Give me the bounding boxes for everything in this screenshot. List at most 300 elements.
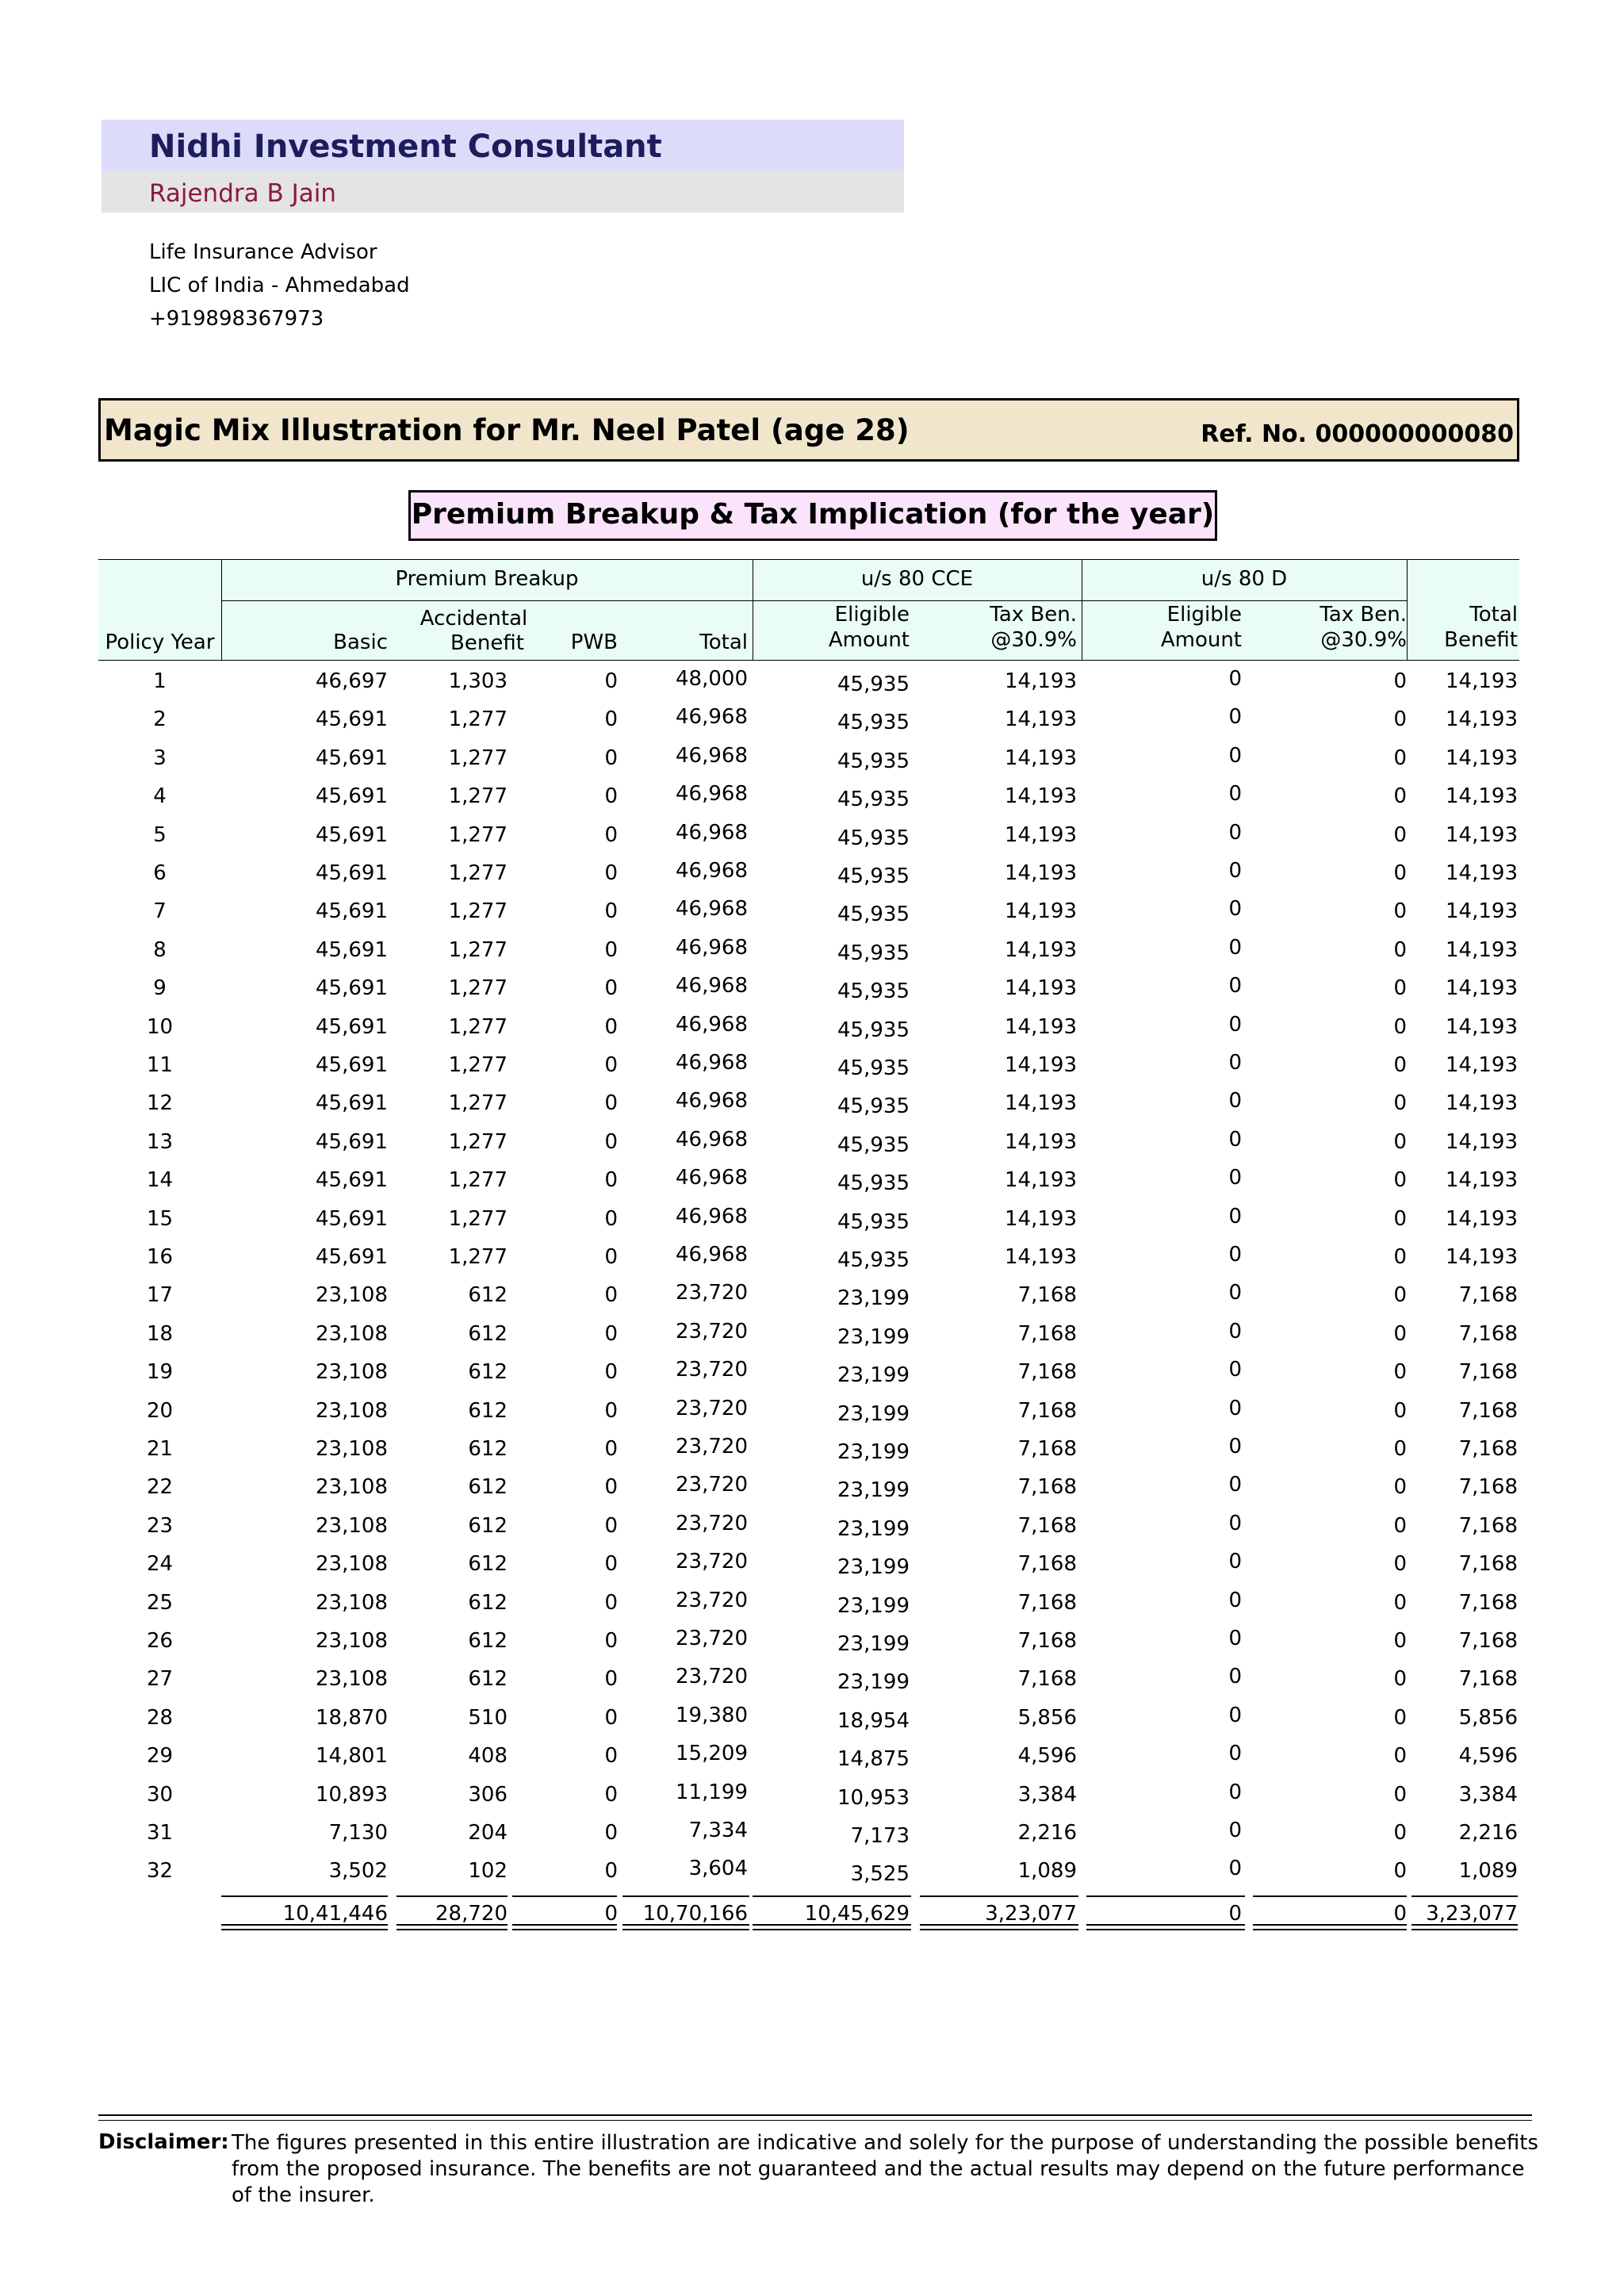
table-cell: 0 bbox=[1228, 1780, 1242, 1804]
table-cell: 14,193 bbox=[1446, 1053, 1518, 1077]
table-cell: 7,168 bbox=[1458, 1437, 1518, 1461]
illustration-title: Magic Mix Illustration for Mr. Neel Patel (age 28) bbox=[104, 413, 910, 447]
table-cell: 14,193 bbox=[1005, 746, 1077, 770]
table-cell: 23,199 bbox=[837, 1401, 910, 1426]
total-cell: 0 bbox=[1393, 1902, 1407, 1926]
table-cell: 3,502 bbox=[328, 1859, 388, 1884]
table-cell: 32 bbox=[146, 1859, 174, 1884]
table-cell: 25 bbox=[146, 1590, 174, 1615]
total-double-rule bbox=[920, 1929, 1078, 1930]
table-cell: 45,935 bbox=[837, 1248, 910, 1272]
table-cell: 7,168 bbox=[1458, 1398, 1518, 1423]
table-cell: 45,691 bbox=[316, 937, 388, 962]
table-cell: 14,193 bbox=[1005, 1206, 1077, 1231]
total-double-rule bbox=[1253, 1929, 1407, 1930]
table-cell: 14,193 bbox=[1005, 976, 1077, 1001]
table-cell: 46,968 bbox=[676, 1051, 748, 1075]
table-cell: 1,277 bbox=[448, 822, 508, 847]
table-cell: 7,168 bbox=[1017, 1667, 1077, 1692]
table-cell: 46,968 bbox=[676, 935, 748, 960]
sum-rule bbox=[396, 1895, 508, 1897]
col-accidental-line1: Accidental bbox=[419, 607, 528, 631]
table-cell: 23,199 bbox=[837, 1286, 910, 1311]
table-cell: 0 bbox=[604, 1475, 618, 1500]
table-cell: 1,277 bbox=[448, 861, 508, 885]
table-cell: 23,108 bbox=[316, 1590, 388, 1615]
table-cell: 12 bbox=[146, 1091, 174, 1116]
table-cell: 19,380 bbox=[676, 1703, 748, 1727]
table-cell: 0 bbox=[604, 669, 618, 693]
table-cell: 1 bbox=[153, 669, 167, 693]
table-cell: 0 bbox=[604, 746, 618, 770]
table-cell: 14,193 bbox=[1446, 784, 1518, 809]
table-cell: 14,193 bbox=[1446, 669, 1518, 693]
table-cell: 24 bbox=[146, 1552, 174, 1577]
table-cell: 0 bbox=[604, 1360, 618, 1385]
table-cell: 46,968 bbox=[676, 1166, 748, 1190]
sum-rule bbox=[512, 1895, 617, 1897]
table-cell: 15,209 bbox=[676, 1742, 748, 1766]
table-cell: 14,875 bbox=[837, 1747, 910, 1772]
total-cell: 0 bbox=[1228, 1902, 1242, 1926]
col-total-benefit-line2: Benefit bbox=[1444, 628, 1518, 652]
col-taxben-line2: @30.9% bbox=[990, 628, 1077, 652]
table-cell: 14,193 bbox=[1005, 1014, 1077, 1039]
table-cell: 0 bbox=[1228, 1473, 1242, 1497]
table-cell: 3,604 bbox=[688, 1857, 748, 1881]
total-cell: 10,41,446 bbox=[282, 1902, 388, 1926]
table-cell: 1,277 bbox=[448, 1206, 508, 1231]
table-cell: 23,199 bbox=[837, 1555, 910, 1580]
table-cell: 0 bbox=[1228, 1243, 1242, 1267]
table-cell: 0 bbox=[1228, 897, 1242, 922]
table-cell: 1,277 bbox=[448, 1245, 508, 1269]
sum-rule bbox=[1253, 1895, 1407, 1897]
header-bottom-rule bbox=[98, 660, 1519, 661]
table-cell: 0 bbox=[1228, 1281, 1242, 1305]
table-cell: 23,108 bbox=[316, 1360, 388, 1385]
table-cell: 7,130 bbox=[328, 1821, 388, 1845]
table-cell: 14,193 bbox=[1005, 669, 1077, 693]
table-cell: 0 bbox=[1228, 743, 1242, 768]
table-cell: 0 bbox=[604, 861, 618, 885]
table-cell: 23,720 bbox=[676, 1281, 748, 1305]
table-cell: 0 bbox=[604, 1398, 618, 1423]
col-total: Total bbox=[699, 631, 748, 654]
table-cell: 46,968 bbox=[676, 743, 748, 768]
table-cell: 23,199 bbox=[837, 1516, 910, 1541]
table-cell: 102 bbox=[468, 1859, 508, 1884]
table-cell: 0 bbox=[604, 707, 618, 732]
table-cell: 48,000 bbox=[676, 667, 748, 691]
table-cell: 0 bbox=[604, 1437, 618, 1461]
group-80cce: u/s 80 CCE bbox=[860, 567, 974, 591]
col-eligible-line2: Amount bbox=[828, 628, 910, 652]
table-cell: 14,193 bbox=[1446, 937, 1518, 962]
table-cell: 46,968 bbox=[676, 1089, 748, 1114]
table-cell: 23,720 bbox=[676, 1665, 748, 1689]
table-cell: 0 bbox=[1393, 1859, 1407, 1884]
disclaimer-label: Disclaimer: bbox=[98, 2130, 229, 2154]
table-cell: 7,168 bbox=[1458, 1667, 1518, 1692]
table-cell: 0 bbox=[1228, 1012, 1242, 1037]
table-cell: 0 bbox=[1393, 1744, 1407, 1769]
table-cell: 23,108 bbox=[316, 1437, 388, 1461]
table-cell: 13 bbox=[146, 1129, 174, 1154]
table-cell: 1,277 bbox=[448, 784, 508, 809]
table-cell: 7,168 bbox=[1017, 1437, 1077, 1461]
table-cell: 45,935 bbox=[837, 864, 910, 888]
table-cell: 23,720 bbox=[676, 1588, 748, 1612]
table-cell: 45,691 bbox=[316, 1206, 388, 1231]
table-cell: 0 bbox=[1228, 1127, 1242, 1152]
table-cell: 45,691 bbox=[316, 1168, 388, 1193]
table-cell: 0 bbox=[1228, 1742, 1242, 1766]
table-cell: 0 bbox=[1393, 1091, 1407, 1116]
table-cell: 0 bbox=[1393, 707, 1407, 732]
table-cell: 0 bbox=[1228, 1358, 1242, 1382]
table-cell: 7,168 bbox=[1458, 1629, 1518, 1653]
table-cell: 612 bbox=[468, 1667, 508, 1692]
total-double-rule bbox=[753, 1929, 911, 1930]
col-eligible-d-line1: Eligible bbox=[1166, 603, 1242, 627]
table-cell: 4 bbox=[153, 784, 167, 809]
table-cell: 23,108 bbox=[316, 1513, 388, 1538]
table-cell: 1,277 bbox=[448, 976, 508, 1001]
table-cell: 0 bbox=[604, 1091, 618, 1116]
table-cell: 0 bbox=[1393, 1245, 1407, 1269]
table-cell: 6 bbox=[153, 861, 167, 885]
table-cell: 28 bbox=[146, 1705, 174, 1730]
table-cell: 14 bbox=[146, 1168, 174, 1193]
total-double-rule bbox=[512, 1929, 617, 1930]
table-cell: 27 bbox=[146, 1667, 174, 1692]
sum-rule bbox=[753, 1895, 911, 1897]
table-cell: 0 bbox=[1228, 1435, 1242, 1458]
sum-rule bbox=[622, 1895, 749, 1897]
table-cell: 1,277 bbox=[448, 1053, 508, 1077]
table-cell: 0 bbox=[1393, 937, 1407, 962]
table-cell: 45,691 bbox=[316, 861, 388, 885]
table-cell: 0 bbox=[1393, 1053, 1407, 1077]
table-cell: 0 bbox=[1228, 935, 1242, 960]
table-cell: 45,935 bbox=[837, 1133, 910, 1157]
table-cell: 45,935 bbox=[837, 711, 910, 735]
table-cell: 1,089 bbox=[1458, 1859, 1518, 1884]
table-cell: 46,968 bbox=[676, 820, 748, 845]
table-cell: 4,596 bbox=[1458, 1744, 1518, 1769]
table-cell: 23,720 bbox=[676, 1550, 748, 1574]
table-cell: 5 bbox=[153, 822, 167, 847]
col-taxben-d-line2: @30.9% bbox=[1320, 628, 1407, 652]
table-cell: 14,193 bbox=[1005, 1129, 1077, 1154]
table-cell: 14,193 bbox=[1446, 1168, 1518, 1193]
table-cell: 0 bbox=[1228, 782, 1242, 807]
table-cell: 1,277 bbox=[448, 1091, 508, 1116]
table-cell: 23,720 bbox=[676, 1358, 748, 1382]
table-cell: 0 bbox=[604, 1667, 618, 1692]
table-cell: 612 bbox=[468, 1590, 508, 1615]
table-cell: 14,193 bbox=[1005, 937, 1077, 962]
table-cell: 14,801 bbox=[316, 1744, 388, 1769]
table-cell: 0 bbox=[604, 899, 618, 924]
table-cell: 0 bbox=[1228, 1857, 1242, 1881]
table-cell: 0 bbox=[1393, 1705, 1407, 1730]
total-double-rule bbox=[1086, 1929, 1245, 1930]
table-cell: 612 bbox=[468, 1552, 508, 1577]
table-cell: 0 bbox=[604, 1590, 618, 1615]
table-cell: 0 bbox=[1393, 1437, 1407, 1461]
total-double-rule bbox=[1411, 1929, 1518, 1930]
table-cell: 45,691 bbox=[316, 1014, 388, 1039]
table-cell: 18 bbox=[146, 1321, 174, 1346]
table-cell: 3 bbox=[153, 746, 167, 770]
table-cell: 612 bbox=[468, 1398, 508, 1423]
table-cell: 0 bbox=[604, 1744, 618, 1769]
table-cell: 0 bbox=[1228, 1665, 1242, 1689]
table-cell: 4,596 bbox=[1017, 1744, 1077, 1769]
group-premium-breakup: Premium Breakup bbox=[395, 567, 579, 591]
table-cell: 0 bbox=[1393, 1014, 1407, 1039]
table-cell: 20 bbox=[146, 1398, 174, 1423]
table-cell: 46,968 bbox=[676, 974, 748, 999]
table-cell: 0 bbox=[1393, 1782, 1407, 1807]
table-cell: 26 bbox=[146, 1629, 174, 1653]
table-cell: 14,193 bbox=[1446, 707, 1518, 732]
table-cell: 31 bbox=[146, 1821, 174, 1845]
table-cell: 45,691 bbox=[316, 1091, 388, 1116]
table-cell: 14,193 bbox=[1446, 822, 1518, 847]
table-cell: 16 bbox=[146, 1245, 174, 1269]
table-cell: 23,108 bbox=[316, 1629, 388, 1653]
table-cell: 0 bbox=[1393, 1629, 1407, 1653]
total-double-rule bbox=[221, 1929, 388, 1930]
table-cell: 46,968 bbox=[676, 1012, 748, 1037]
col-taxben-line1: Tax Ben. bbox=[990, 603, 1077, 627]
table-cell: 23,720 bbox=[676, 1319, 748, 1343]
table-cell: 0 bbox=[1228, 1511, 1242, 1535]
table-cell: 23,199 bbox=[837, 1440, 910, 1464]
table-cell: 0 bbox=[1228, 1089, 1242, 1114]
table-cell: 7,168 bbox=[1017, 1283, 1077, 1308]
table-cell: 14,193 bbox=[1446, 1206, 1518, 1231]
table-cell: 0 bbox=[1393, 822, 1407, 847]
table-cell: 23,720 bbox=[676, 1627, 748, 1650]
table-cell: 45,935 bbox=[837, 1056, 910, 1080]
table-cell: 14,193 bbox=[1446, 1245, 1518, 1269]
table-cell: 23,108 bbox=[316, 1398, 388, 1423]
table-cell: 45,935 bbox=[837, 673, 910, 696]
table-cell: 45,935 bbox=[837, 1209, 910, 1234]
table-cell: 0 bbox=[1228, 1550, 1242, 1574]
table-cell: 7,168 bbox=[1017, 1398, 1077, 1423]
table-cell: 0 bbox=[604, 1245, 618, 1269]
table-cell: 408 bbox=[468, 1744, 508, 1769]
table-cell: 14,193 bbox=[1005, 861, 1077, 885]
table-cell: 45,935 bbox=[837, 1094, 910, 1119]
disclaimer-rule bbox=[98, 2114, 1532, 2116]
table-cell: 14,193 bbox=[1446, 861, 1518, 885]
table-cell: 7,173 bbox=[850, 1824, 910, 1848]
table-cell: 612 bbox=[468, 1629, 508, 1653]
table-cell: 14,193 bbox=[1005, 899, 1077, 924]
table-cell: 18,954 bbox=[837, 1708, 910, 1733]
table-cell: 18,870 bbox=[316, 1705, 388, 1730]
table-cell: 21 bbox=[146, 1437, 174, 1461]
col-policy-year: Policy Year bbox=[105, 631, 215, 654]
table-cell: 5,856 bbox=[1458, 1705, 1518, 1730]
table-cell: 45,691 bbox=[316, 1053, 388, 1077]
table-cell: 1,303 bbox=[448, 669, 508, 693]
table-cell: 23,108 bbox=[316, 1667, 388, 1692]
table-cell: 29 bbox=[146, 1744, 174, 1769]
table-cell: 46,968 bbox=[676, 1204, 748, 1228]
total-cell: 28,720 bbox=[435, 1902, 508, 1926]
table-cell: 0 bbox=[1228, 1396, 1242, 1420]
table-cell: 0 bbox=[1393, 784, 1407, 809]
table-cell: 14,193 bbox=[1446, 1129, 1518, 1154]
table-cell: 23,108 bbox=[316, 1475, 388, 1500]
reference-number: Ref. No. 000000000080 bbox=[1201, 420, 1514, 448]
table-cell: 45,691 bbox=[316, 822, 388, 847]
group-80d: u/s 80 D bbox=[1201, 567, 1288, 591]
table-cell: 46,968 bbox=[676, 782, 748, 807]
col-basic: Basic bbox=[333, 631, 388, 654]
table-cell: 23,720 bbox=[676, 1511, 748, 1535]
table-cell: 7,168 bbox=[1017, 1590, 1077, 1615]
table-cell: 0 bbox=[604, 1053, 618, 1077]
table-cell: 14,193 bbox=[1005, 1091, 1077, 1116]
table-cell: 0 bbox=[1393, 1283, 1407, 1308]
table-cell: 0 bbox=[604, 1552, 618, 1577]
advisor-phone: +919898367973 bbox=[149, 307, 324, 331]
col-taxben-d-line1: Tax Ben. bbox=[1320, 603, 1407, 627]
table-cell: 45,935 bbox=[837, 979, 910, 1004]
disclaimer-text: The figures presented in this entire illustration are indicative and solely for the purpose of understanding the possible benefits from the proposed insurance. The benefits are not guaranteed and the actual results may depend on the future performance of the insurer. bbox=[232, 2131, 1538, 2207]
table-cell: 46,697 bbox=[316, 669, 388, 693]
table-cell: 0 bbox=[1393, 1590, 1407, 1615]
total-double-rule bbox=[396, 1929, 508, 1930]
table-cell: 0 bbox=[1393, 1321, 1407, 1346]
table-cell: 10,893 bbox=[316, 1782, 388, 1807]
table-cell: 45,935 bbox=[837, 941, 910, 965]
table-cell: 14,193 bbox=[1005, 1053, 1077, 1077]
table-cell: 7,168 bbox=[1017, 1475, 1077, 1500]
table-cell: 0 bbox=[1393, 669, 1407, 693]
table-cell: 45,691 bbox=[316, 1245, 388, 1269]
table-cell: 0 bbox=[604, 1513, 618, 1538]
table-cell: 45,691 bbox=[316, 707, 388, 732]
table-cell: 1,277 bbox=[448, 746, 508, 770]
table-cell: 0 bbox=[604, 1782, 618, 1807]
table-cell: 0 bbox=[1393, 1129, 1407, 1154]
table-cell: 0 bbox=[604, 1168, 618, 1193]
table-cell: 7,168 bbox=[1458, 1360, 1518, 1385]
sum-rule bbox=[221, 1895, 388, 1897]
table-cell: 45,691 bbox=[316, 1129, 388, 1154]
advisor-org: LIC of India - Ahmedabad bbox=[149, 274, 410, 297]
table-cell: 0 bbox=[1393, 1552, 1407, 1577]
table-cell: 0 bbox=[604, 1705, 618, 1730]
table-cell: 23,108 bbox=[316, 1321, 388, 1346]
table-cell: 7,168 bbox=[1017, 1629, 1077, 1653]
table-cell: 1,277 bbox=[448, 1014, 508, 1039]
table-cell: 23,108 bbox=[316, 1283, 388, 1308]
table-cell: 3,525 bbox=[850, 1862, 910, 1887]
table-cell: 45,691 bbox=[316, 784, 388, 809]
table-cell: 0 bbox=[604, 976, 618, 1001]
col-pwb: PWB bbox=[570, 631, 618, 654]
table-cell: 46,968 bbox=[676, 859, 748, 883]
table-cell: 612 bbox=[468, 1283, 508, 1308]
table-cell: 1,277 bbox=[448, 899, 508, 924]
disclaimer-rule bbox=[98, 2120, 1532, 2121]
table-cell: 45,935 bbox=[837, 1171, 910, 1196]
table-cell: 0 bbox=[1393, 1206, 1407, 1231]
table-cell: 0 bbox=[1393, 1168, 1407, 1193]
total-double-rule bbox=[622, 1929, 749, 1930]
table-cell: 2,216 bbox=[1458, 1821, 1518, 1845]
table-cell: 0 bbox=[1393, 1667, 1407, 1692]
advisor-name: Rajendra B Jain bbox=[149, 179, 336, 208]
col-eligible-line1: Eligible bbox=[834, 603, 910, 627]
table-cell: 7 bbox=[153, 899, 167, 924]
table-cell: 7,168 bbox=[1017, 1360, 1077, 1385]
table-cell: 0 bbox=[1228, 1204, 1242, 1228]
table-cell: 306 bbox=[468, 1782, 508, 1807]
table-cell: 23,199 bbox=[837, 1363, 910, 1388]
table-cell: 1,277 bbox=[448, 707, 508, 732]
col-accidental-line2: Benefit bbox=[450, 631, 524, 655]
table-cell: 45,935 bbox=[837, 826, 910, 850]
table-cell: 0 bbox=[604, 1206, 618, 1231]
table-cell: 7,168 bbox=[1017, 1321, 1077, 1346]
table-cell: 23,199 bbox=[837, 1478, 910, 1503]
company-name: Nidhi Investment Consultant bbox=[149, 128, 662, 165]
table-cell: 612 bbox=[468, 1437, 508, 1461]
table-cell: 0 bbox=[604, 937, 618, 962]
table-cell: 7,168 bbox=[1458, 1513, 1518, 1538]
table-cell: 612 bbox=[468, 1360, 508, 1385]
table-cell: 8 bbox=[153, 937, 167, 962]
table-cell: 9 bbox=[153, 976, 167, 1001]
table-cell: 23,720 bbox=[676, 1473, 748, 1497]
table-cell: 14,193 bbox=[1005, 1245, 1077, 1269]
sum-rule bbox=[1086, 1895, 1245, 1897]
table-cell: 0 bbox=[1228, 705, 1242, 730]
table-cell: 3,384 bbox=[1017, 1782, 1077, 1807]
table-cell: 0 bbox=[1393, 1821, 1407, 1845]
col-eligible-d-line2: Amount bbox=[1160, 628, 1242, 652]
table-cell: 23,720 bbox=[676, 1435, 748, 1458]
table-cell: 46,968 bbox=[676, 897, 748, 922]
table-cell: 45,935 bbox=[837, 1018, 910, 1042]
table-cell: 22 bbox=[146, 1475, 174, 1500]
total-cell: 3,23,077 bbox=[985, 1902, 1077, 1926]
table-cell: 45,691 bbox=[316, 746, 388, 770]
table-cell: 0 bbox=[1228, 1051, 1242, 1075]
table-cell: 0 bbox=[1393, 976, 1407, 1001]
table-cell: 10 bbox=[146, 1014, 174, 1039]
table-cell: 0 bbox=[1228, 974, 1242, 999]
table-cell: 14,193 bbox=[1005, 822, 1077, 847]
table-cell: 0 bbox=[604, 1014, 618, 1039]
table-cell: 7,168 bbox=[1458, 1283, 1518, 1308]
table-cell: 46,968 bbox=[676, 1127, 748, 1152]
table-cell: 0 bbox=[604, 822, 618, 847]
table-cell: 14,193 bbox=[1446, 976, 1518, 1001]
table-cell: 14,193 bbox=[1005, 1168, 1077, 1193]
